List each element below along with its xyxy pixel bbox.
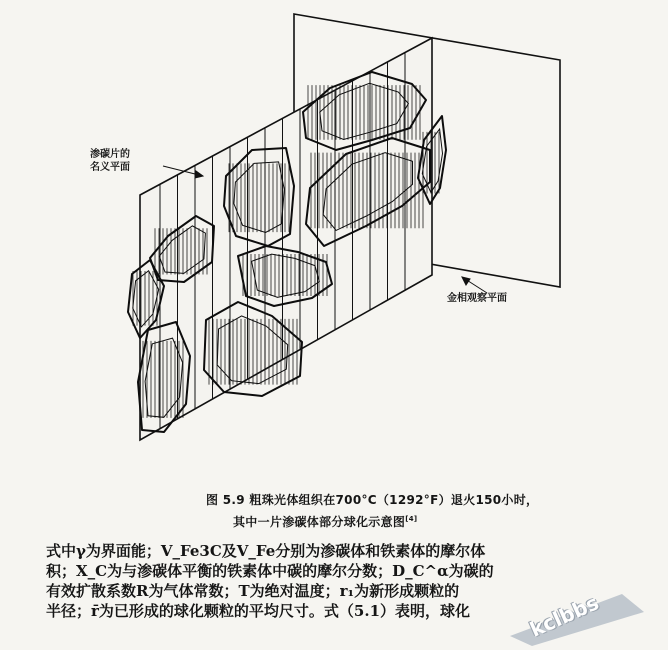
body-line: 有效扩散系数R为气体常数；T为绝对温度；r₁为新形成颗粒的 [46, 582, 460, 600]
body-line: 半径；r̄为已形成的球化颗粒的平均尺寸。式（5.1）表明，球化 [46, 602, 471, 620]
figure-caption-subtitle: 其中一片渗碳体部分球化示意图[4] [233, 515, 418, 529]
body-line: 式中γ为界面能；V_Fe3C及V_Fe分别为渗碳体和铁素体的摩尔体 [46, 542, 486, 560]
body-line: 积；X_C为与渗碳体平衡的铁素体中碳的摩尔分数；D_C^α为碳的 [46, 562, 494, 580]
metallographic-plane-label: 金相观察平面 [447, 293, 507, 304]
forum-watermark: kclbbs [502, 590, 652, 646]
carbide-plane-label: 渗碳片的 名义平面 [90, 149, 130, 173]
caption-reference: [4] [405, 515, 418, 523]
figure-caption-title: 图 5.9 粗珠光体组织在700°C（1292°F）退火150小时， [206, 493, 539, 507]
